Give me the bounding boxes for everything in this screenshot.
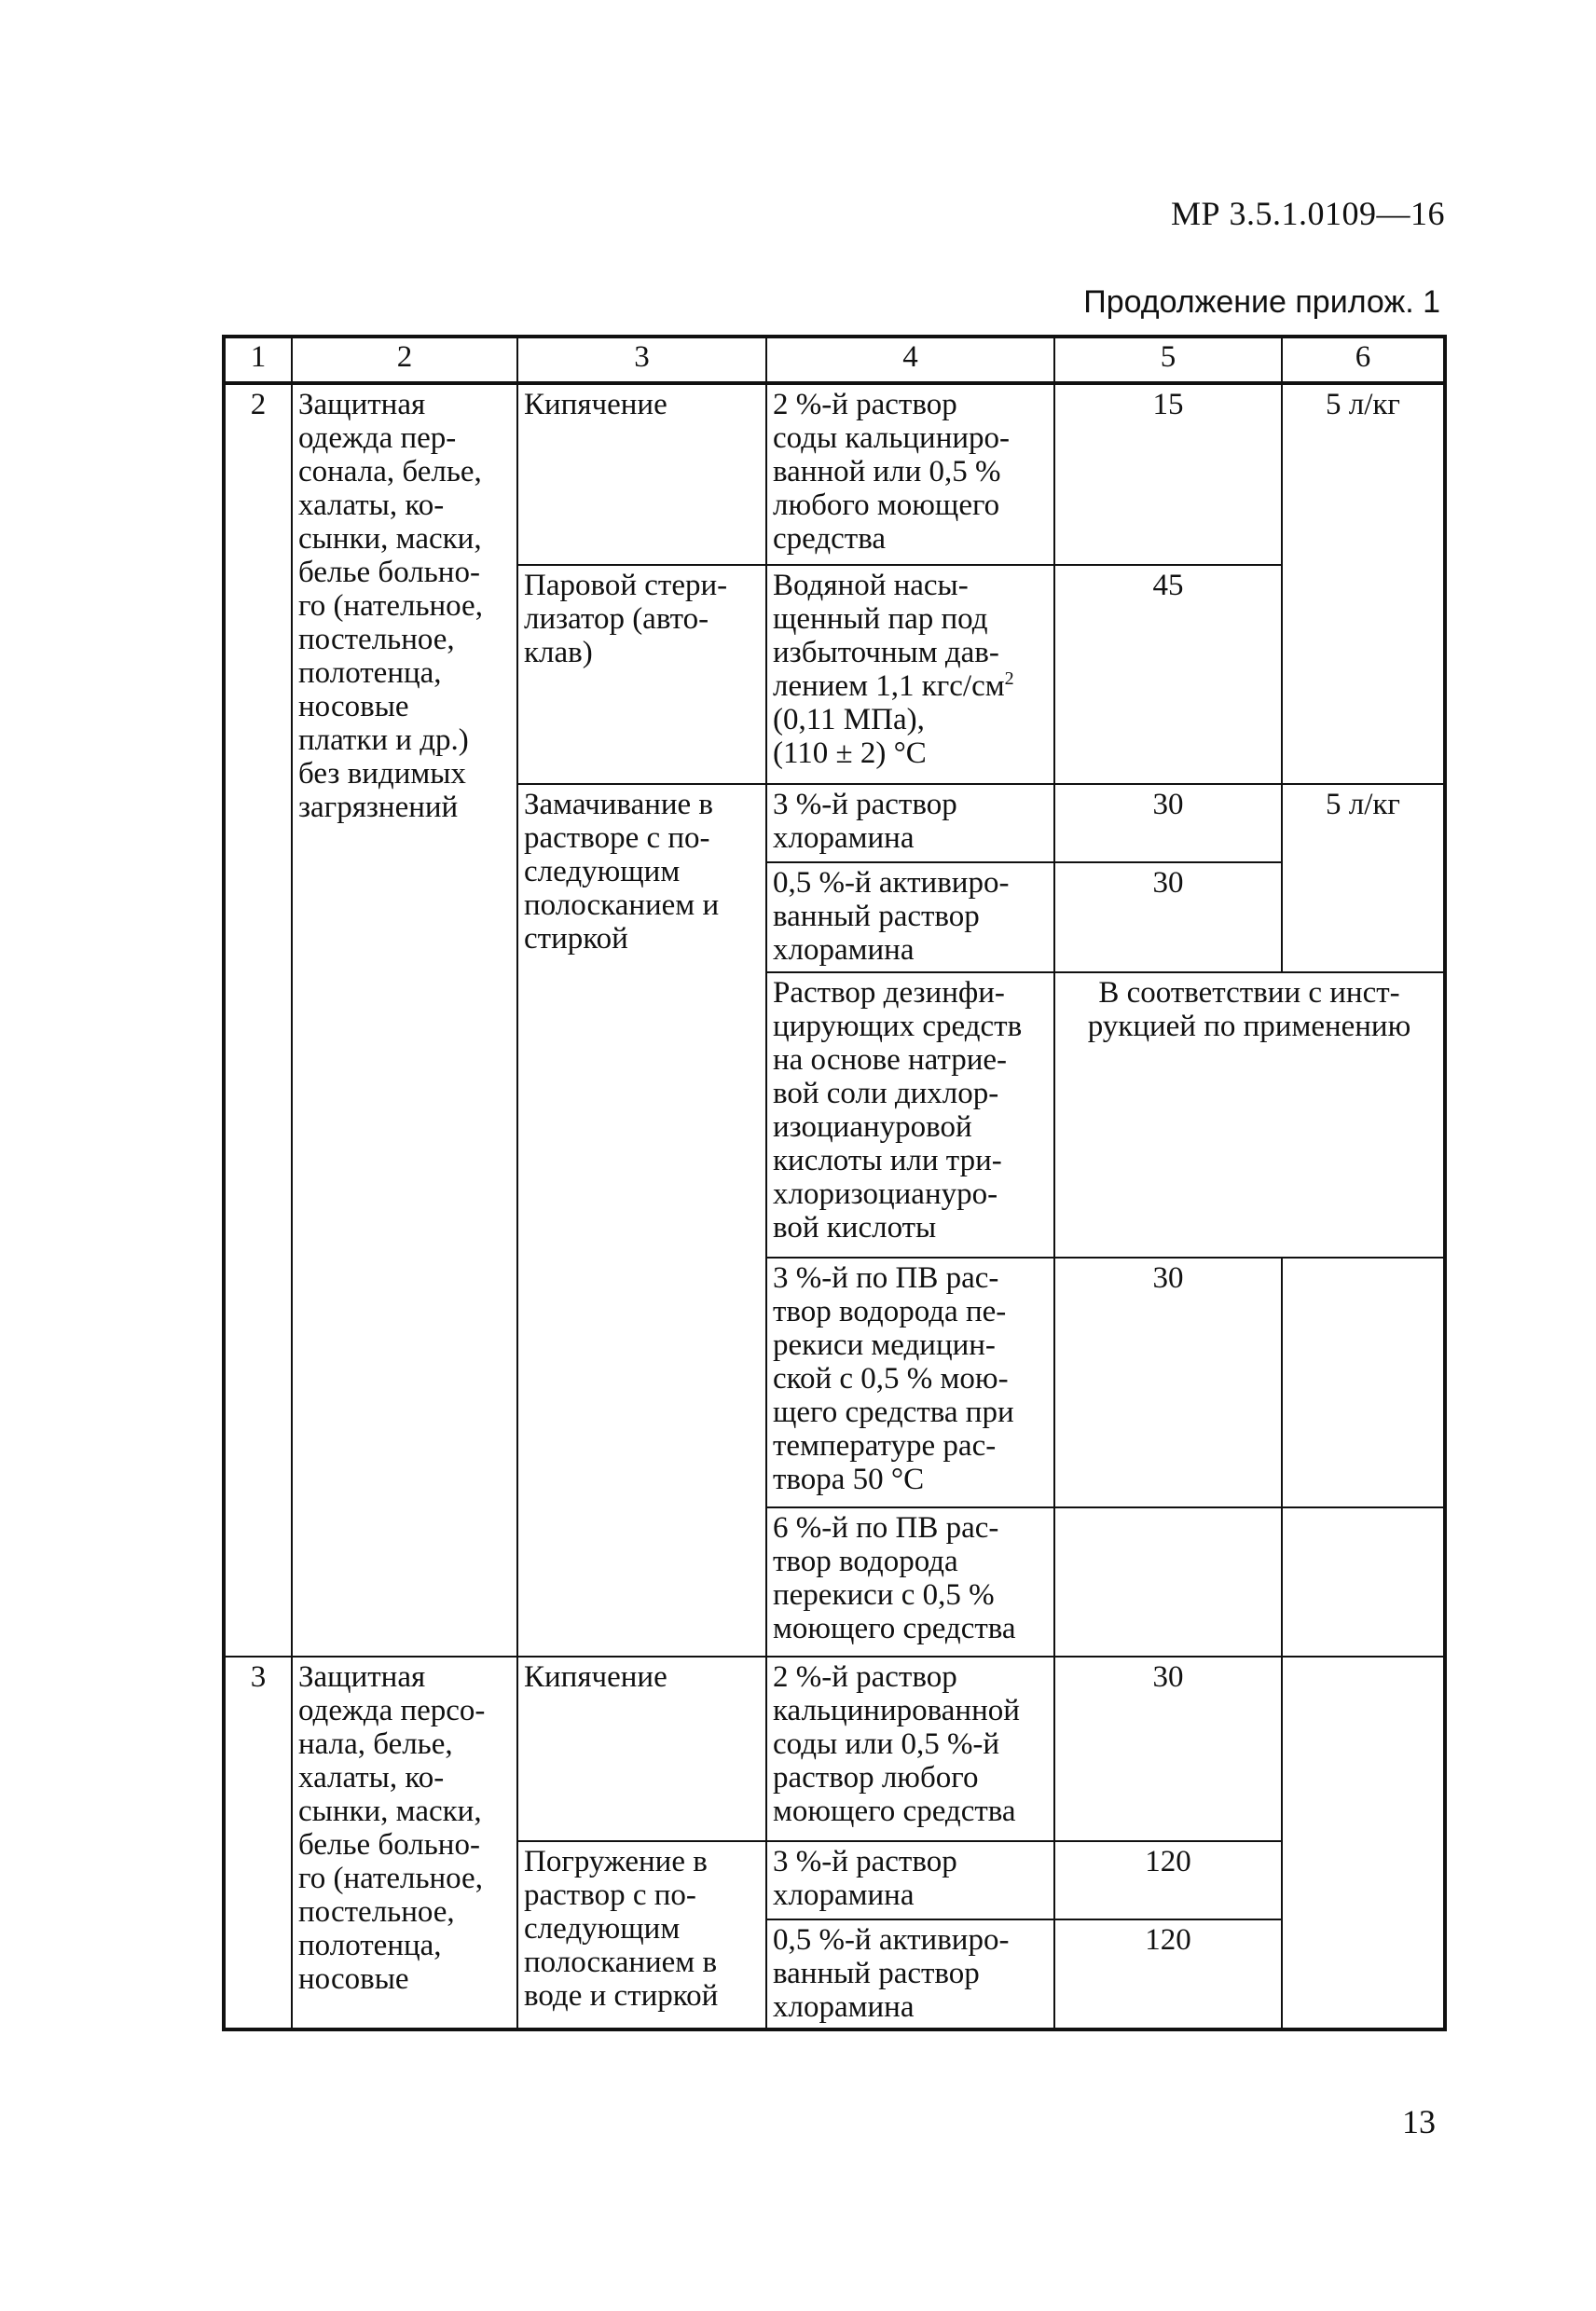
cell-line: лизатор (авто- xyxy=(524,602,709,636)
disinfection-table xyxy=(222,335,1447,2031)
cell-line: твор водорода xyxy=(773,1545,958,1578)
cell-line: ванной или 0,5 % xyxy=(773,455,1001,488)
norm-cell-empty xyxy=(1282,862,1445,972)
method-cell xyxy=(517,1841,766,2029)
cell-line: растворе с по- xyxy=(524,821,710,855)
cell-line: вой соли дихлор- xyxy=(773,1077,999,1110)
cell-line: следующим xyxy=(524,855,681,888)
table-row xyxy=(224,1657,1445,1841)
column-header: 3 xyxy=(517,337,766,383)
exposure-time: 15 xyxy=(1054,383,1282,565)
cell-line: хлорамина xyxy=(773,1878,915,1912)
cell-line: Кипячение xyxy=(524,1660,667,1694)
column-header: 6 xyxy=(1282,337,1445,383)
cell-line: го (нательное, xyxy=(298,589,483,623)
norm-cell-empty xyxy=(1282,1507,1445,1657)
agent-steam-lines-2 xyxy=(773,703,1048,770)
cell-line: хлоризоциануро- xyxy=(773,1177,998,1211)
cell-line: (110 ± 2) °С xyxy=(773,736,927,770)
cell-line: платки и др.) xyxy=(298,723,469,757)
cell-line: го (нательное, xyxy=(298,1862,483,1895)
cell-line: сонала, белье, xyxy=(298,455,482,488)
cell-line: хлорамина xyxy=(773,1990,915,2024)
cell-line: Замачивание в xyxy=(524,788,714,821)
agent-cell xyxy=(766,862,1054,972)
cell-line: полотенца, xyxy=(298,1929,442,1962)
cell-line: избыточным дав- xyxy=(773,636,999,669)
exposure-time: 45 xyxy=(1054,565,1282,784)
norm-cell: 5 л/кг xyxy=(1282,784,1445,862)
continuation-label: Продолжение прилож. 1 xyxy=(1083,284,1440,320)
cell-line: сынки, маски, xyxy=(298,1795,482,1828)
cell-line: воде и стиркой xyxy=(524,1979,719,2013)
cell-line: полосканием и xyxy=(524,888,720,922)
agent-cell xyxy=(766,1841,1054,1919)
exposure-time: 30 xyxy=(1054,784,1282,862)
cell-line: постельное, xyxy=(298,623,455,656)
cell-line: 2 %-й раствор xyxy=(773,388,957,421)
exposure-time: 30 xyxy=(1054,1258,1282,1507)
cell-line: раствор с по- xyxy=(524,1878,696,1912)
cell-line: Защитная xyxy=(298,388,426,421)
cell-line: твора 50 °С xyxy=(773,1463,925,1496)
cell-line: Раствор дезинфи- xyxy=(773,976,1005,1010)
cell-line: рекиси медицин- xyxy=(773,1328,996,1362)
exposure-time: 30 xyxy=(1054,1657,1282,1841)
agent-cell xyxy=(766,1919,1054,2029)
superscript: 2 xyxy=(1004,668,1014,689)
exposure-time: 120 xyxy=(1054,1919,1282,2029)
cell-line: следующим xyxy=(524,1912,681,1946)
cell-line: 6 %-й по ПВ рас- xyxy=(773,1511,999,1545)
column-header: 4 xyxy=(766,337,1054,383)
cell-line: температуре рас- xyxy=(773,1429,997,1463)
cell-line: Погружение в xyxy=(524,1845,708,1878)
cell-line: цирующих средств xyxy=(773,1010,1023,1043)
cell-line: ванный раствор xyxy=(773,900,980,933)
exposure-time-empty xyxy=(1054,1507,1282,1657)
norm-cell-empty xyxy=(1282,1258,1445,1507)
cell-line: полотенца, xyxy=(298,656,442,690)
column-header: 1 xyxy=(224,337,292,383)
cell-line: Кипячение xyxy=(524,388,667,421)
cell-line: одежда персо- xyxy=(298,1694,486,1727)
cell-line: белье больно- xyxy=(298,556,480,589)
cell-line: хлорамина xyxy=(773,933,915,967)
cell-line: твор водорода пе- xyxy=(773,1295,1007,1328)
method-cell xyxy=(517,1657,766,1841)
norm-cell-empty xyxy=(1282,565,1445,784)
cell-line: на основе натрие- xyxy=(773,1043,1008,1077)
cell-line: вой кислоты xyxy=(773,1211,937,1245)
table-header-row xyxy=(224,337,1445,383)
agent-steam-lines xyxy=(773,569,1048,703)
cell-line: клав) xyxy=(524,636,593,669)
cell-line: В соответствии с инст- xyxy=(1098,976,1400,1010)
row-number: 3 xyxy=(224,1657,292,2029)
cell-line: полосканием в xyxy=(524,1946,718,1979)
cell-line: щего средства при xyxy=(773,1396,1014,1429)
cell-line: ванный раствор xyxy=(773,1957,980,1990)
cell-line: без видимых xyxy=(298,757,466,791)
cell-line: 2 %-й раствор xyxy=(773,1660,957,1694)
cell-line: перекиси с 0,5 % xyxy=(773,1578,995,1612)
cell-line: белье больно- xyxy=(298,1828,480,1862)
cell-line: 0,5 %-й активиро- xyxy=(773,866,1010,900)
agent-cell xyxy=(766,1657,1054,1841)
cell-line: ской с 0,5 % мою- xyxy=(773,1362,1009,1396)
cell-line: стиркой xyxy=(524,922,628,956)
exposure-time: 120 xyxy=(1054,1841,1282,1919)
object-cell xyxy=(292,1657,517,2029)
cell-line: нала, белье, xyxy=(298,1727,453,1761)
cell-line: лением 1,1 кгс/$см^2$ xyxy=(773,668,1014,703)
cell-line: кальцинированной xyxy=(773,1694,1020,1727)
method-cell xyxy=(517,784,766,1657)
cell-line: рукцией по применению xyxy=(1087,1010,1411,1043)
agent-cell xyxy=(766,972,1054,1258)
cell-line: моющего средства xyxy=(773,1795,1016,1828)
cell-line: любого моющего xyxy=(773,488,1000,522)
table-row xyxy=(224,383,1445,565)
cell-line: 3 %-й по ПВ рас- xyxy=(773,1261,999,1295)
cell-line: 3 %-й раствор xyxy=(773,1845,957,1878)
cell-line: щенный пар под xyxy=(773,602,988,636)
norm-cell-empty xyxy=(1282,1657,1445,2029)
object-cell xyxy=(292,383,517,1657)
agent-cell xyxy=(766,1507,1054,1657)
cell-line: моющего средства xyxy=(773,1612,1016,1645)
cell-line: постельное, xyxy=(298,1895,455,1929)
agent-cell xyxy=(766,784,1054,862)
cell-line: соды кальциниро- xyxy=(773,421,1011,455)
cell-line: 3 %-й раствор xyxy=(773,788,957,821)
cell-line: кислоты или три- xyxy=(773,1144,1002,1177)
cell-line: Водяной насы- xyxy=(773,569,969,602)
column-header: 5 xyxy=(1054,337,1282,383)
cell-line: загрязнений xyxy=(298,791,459,824)
cell-line: носовые xyxy=(298,1962,409,1996)
cell-line: соды или 0,5 %-й xyxy=(773,1727,1000,1761)
cell-line: раствор любого xyxy=(773,1761,979,1795)
cell-line: халаты, ко- xyxy=(298,1761,445,1795)
page-number: 13 xyxy=(1402,2103,1436,2140)
row-number: 2 xyxy=(224,383,292,1657)
cell-line: носовые xyxy=(298,690,409,723)
cell-line: Защитная xyxy=(298,1660,426,1694)
cell-line: халаты, ко- xyxy=(298,488,445,522)
method-cell xyxy=(517,383,766,565)
agent-cell xyxy=(766,565,1054,784)
cell-line: одежда пер- xyxy=(298,421,457,455)
cell-line: Паровой стери- xyxy=(524,569,728,602)
cell-line: хлорамина xyxy=(773,821,915,855)
cell-line: изоциануровой xyxy=(773,1110,972,1144)
method-cell xyxy=(517,565,766,784)
cell-line: (0,11 МПа), xyxy=(773,703,925,736)
norm-cell: 5 л/кг xyxy=(1282,383,1445,565)
column-header: 2 xyxy=(292,337,517,383)
cell-line: 0,5 %-й активиро- xyxy=(773,1923,1010,1957)
agent-cell xyxy=(766,1258,1054,1507)
document-code: МР 3.5.1.0109—16 xyxy=(1170,195,1445,232)
cell-line: сынки, маски, xyxy=(298,522,482,556)
agent-cell xyxy=(766,383,1054,565)
exposure-time: 30 xyxy=(1054,862,1282,972)
cell-line: средства xyxy=(773,522,887,556)
instruction-note xyxy=(1054,972,1445,1258)
